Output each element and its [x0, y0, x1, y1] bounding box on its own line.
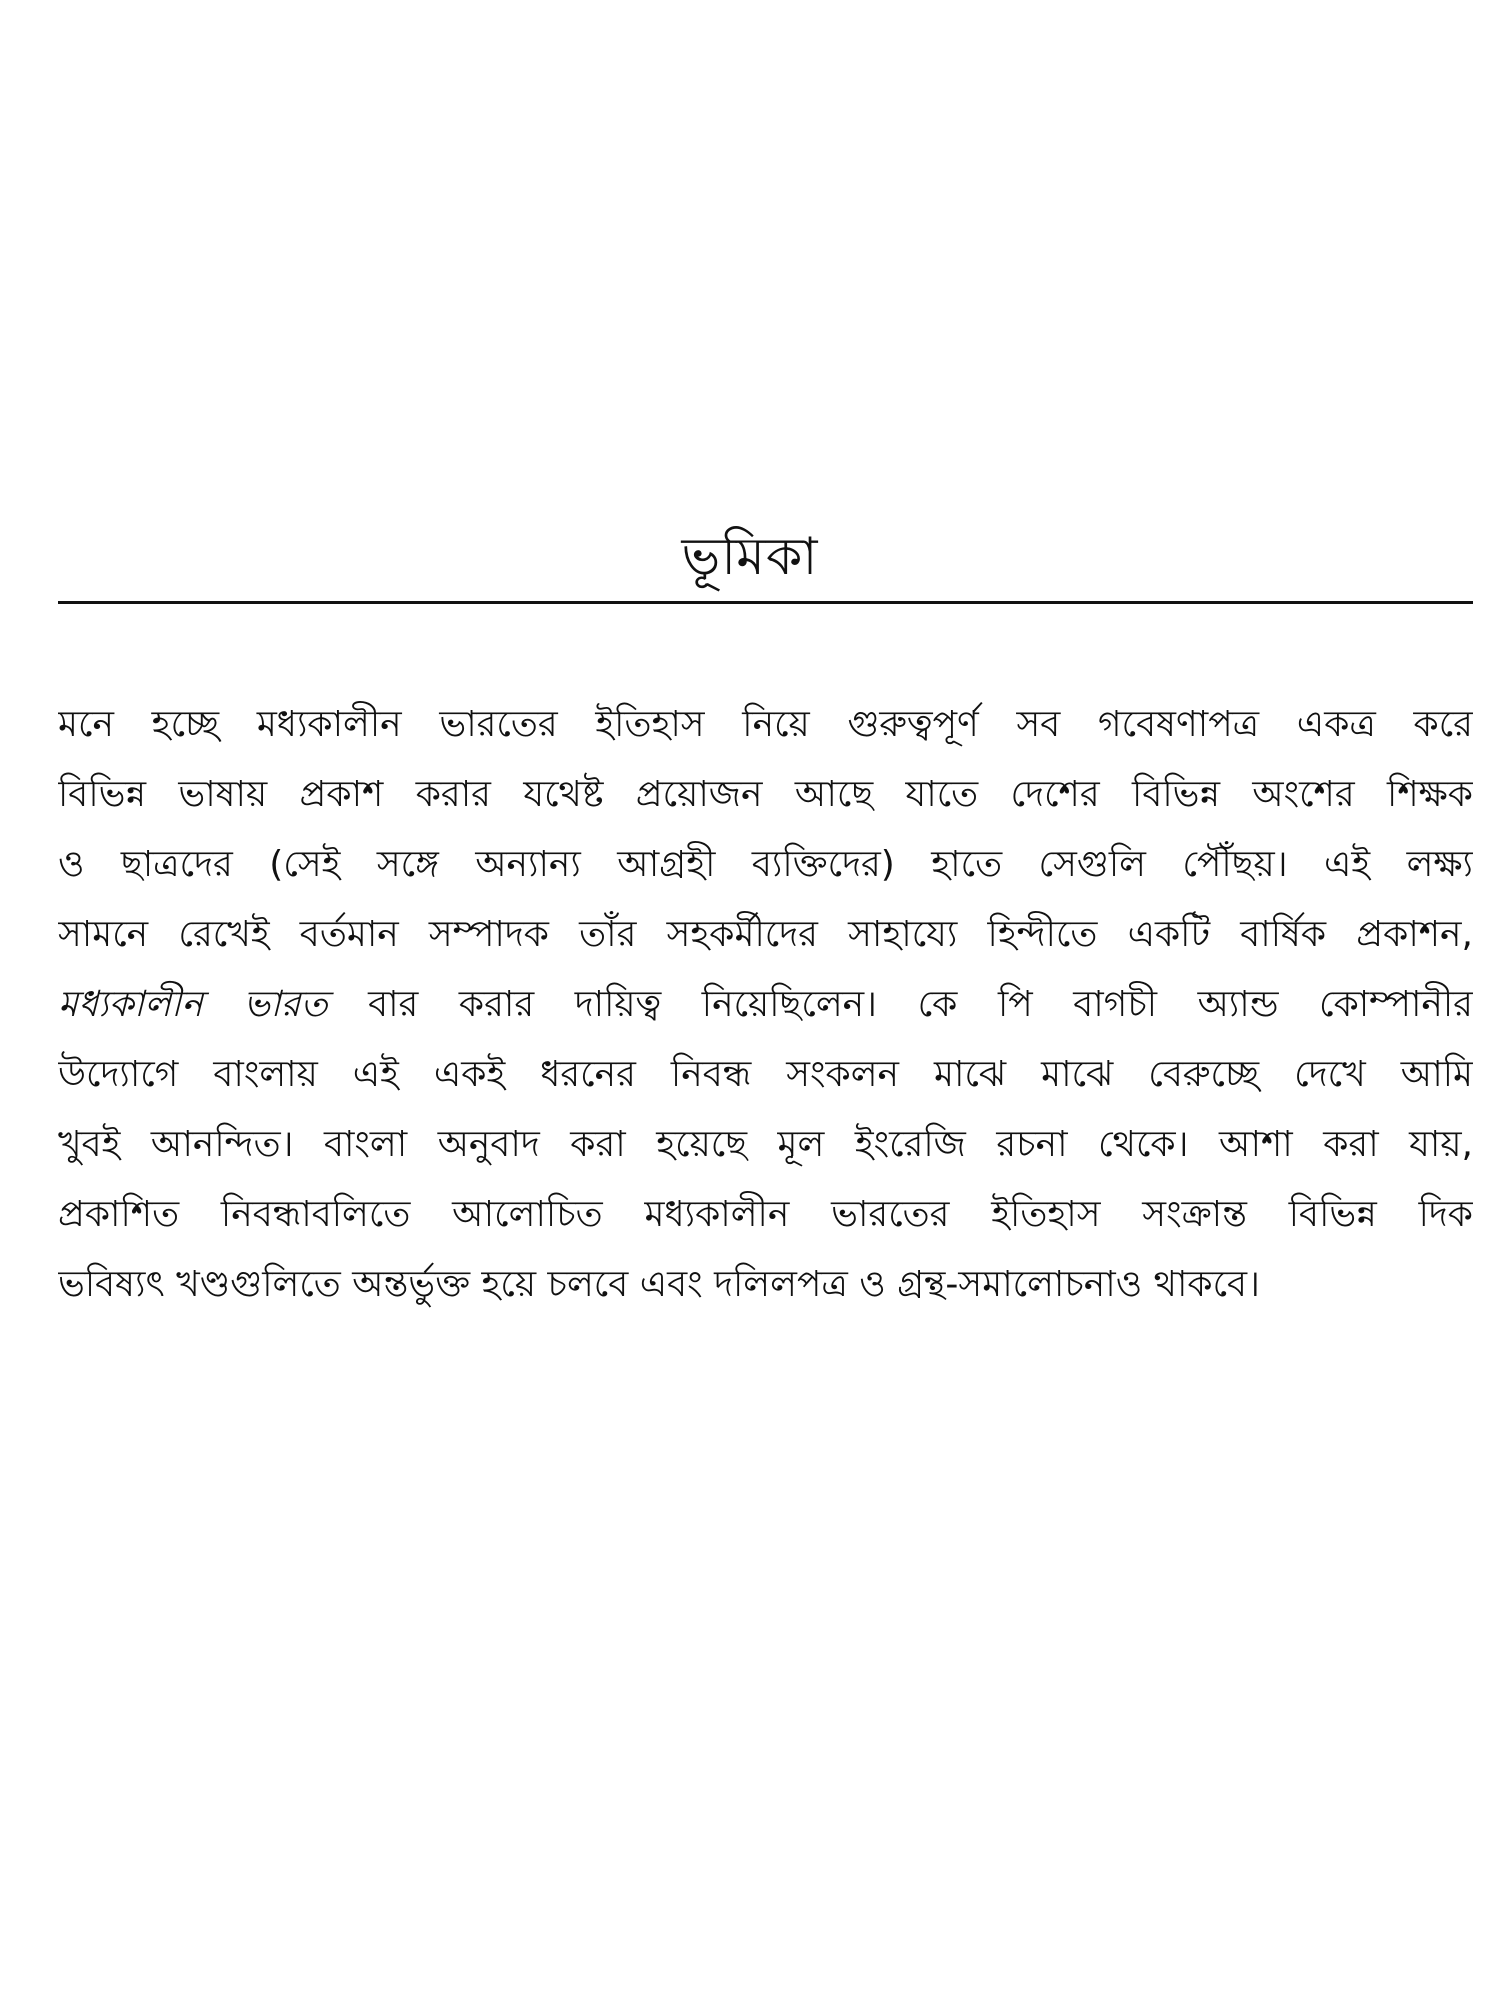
paragraph-line-9: ভবিষ্যৎ খণ্ডগুলিতে অন্তর্ভুক্ত হয়ে চলবে এবং দলিলপত্র ও গ্রন্থ-সমালোচনাও থাকবে। — [58, 1264, 1260, 1305]
paragraph-line-1: মনে হচ্ছে মধ্যকালীন ভারতের ইতিহাস নিয়ে গুরুত্বপূর্ণ সব গবেষণাপত্র একত্র করে — [58, 704, 1473, 745]
book-title-italic: মধ্যকালীন ভারত — [58, 984, 328, 1025]
paragraph-line-4: সামনে রেখেই বর্তমান সম্পাদক তাঁর সহকর্মীদের সাহায্যে হিন্দীতে একটি বার্ষিক প্রকাশন, — [58, 914, 1473, 955]
paragraph-line-5-rest: বার করার দায়িত্ব নিয়েছিলেন। কে পি বাগচী অ্যান্ড কোম্পানীর — [327, 984, 1473, 1025]
paragraph-line-6: উদ্যোগে বাংলায় এই একই ধরনের নিবন্ধ সংকলন মাঝে মাঝে বেরুচ্ছে দেখে আমি — [58, 1054, 1473, 1095]
preface-paragraph — [58, 690, 1473, 1320]
title-divider — [58, 601, 1473, 604]
paragraph-line-3: ও ছাত্রদের (সেই সঙ্গে অন্যান্য আগ্রহী ব্যক্তিদের) হাতে সেগুলি পৌঁছয়। এই লক্ষ্য — [58, 844, 1473, 885]
paragraph-line-5 — [58, 970, 1473, 1040]
page-title: ভূমিকা — [681, 527, 819, 587]
paragraph-line-8: প্রকাশিত নিবন্ধাবলিতে আলোচিত মধ্যকালীন ভারতের ইতিহাস সংক্রান্ত বিভিন্ন দিক — [58, 1194, 1473, 1235]
paragraph-line-2: বিভিন্ন ভাষায় প্রকাশ করার যথেষ্ট প্রয়োজন আছে যাতে দেশের বিভিন্ন অংশের শিক্ষক — [58, 774, 1473, 815]
paragraph-line-7: খুবই আনন্দিত। বাংলা অনুবাদ করা হয়েছে মূল ইংরেজি রচনা থেকে। আশা করা যায়, — [58, 1124, 1473, 1165]
